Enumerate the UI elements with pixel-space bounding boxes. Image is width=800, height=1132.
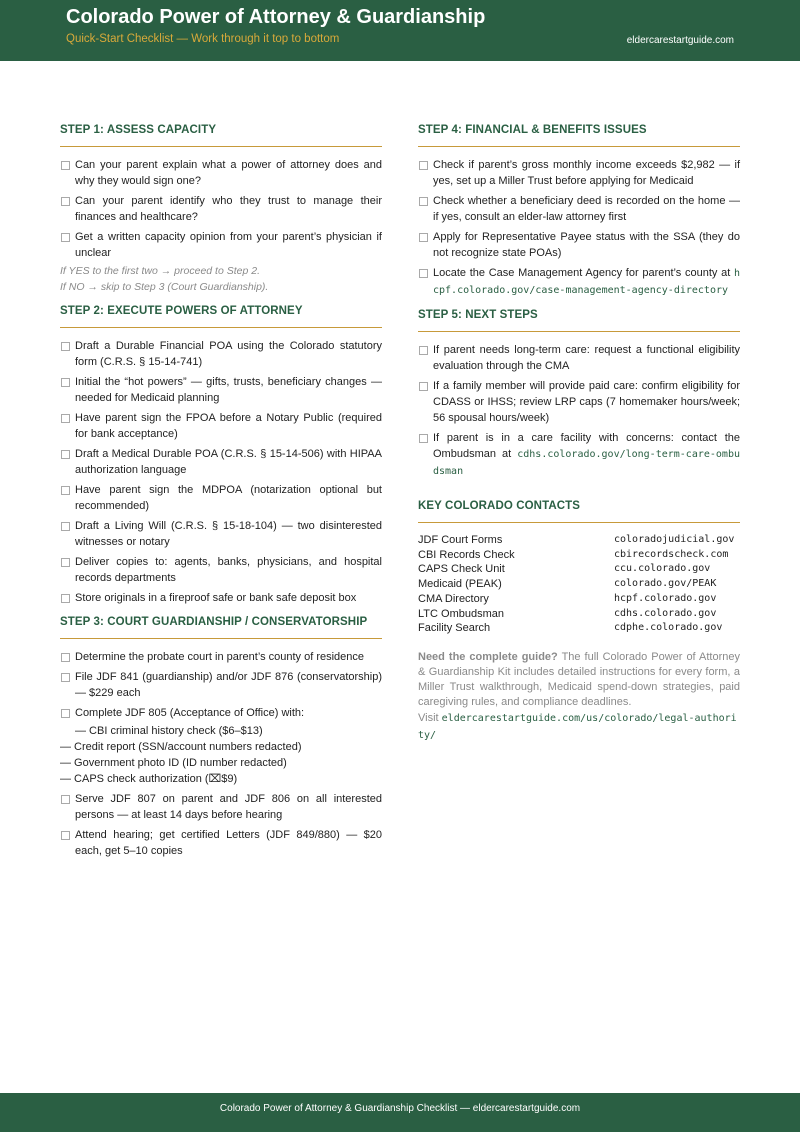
checkbox[interactable] [61,378,70,387]
checkbox[interactable] [61,342,70,351]
contact-link[interactable]: hcpf.colorado.gov [614,592,717,604]
promo-lead: Need the complete guide? [418,650,558,663]
page-subtitle: Quick-Start Checklist — Work through it top to bottom [66,33,340,45]
step-1-title: STEP 1: ASSESS CAPACITY [60,124,382,147]
checkbox[interactable] [419,269,428,278]
sub-item: — Credit report (SSN/account numbers redacted) [60,741,302,753]
step-2-checklist [60,338,382,606]
checklist-item: Draft a Durable Financial POA using the Colorado statutory form (C.R.S. § 15-14-741) [60,338,382,370]
checklist-item: If parent is in a care facility with concerns: contact the Ombudsman at cdhs.colorado.gov/long-term-care-ombudsman [418,430,740,480]
step-1-section [60,124,382,295]
checklist-item: Apply for Representative Payee status with the SSA (they do not recognize state POAs) [418,229,740,261]
table-row: Facility Search cdphe.colorado.gov [418,621,740,636]
step-4-title: STEP 4: FINANCIAL & BENEFITS ISSUES [418,124,740,147]
checkbox[interactable] [419,382,428,391]
table-row: CBI Records Check cbirecordscheck.com [418,548,740,563]
cma-directory-link[interactable]: hcpf.colorado.gov/case-management-agency-directory [433,268,740,296]
checklist-item: Have parent sign the FPOA before a Notary Public (required for bank acceptance) [60,410,382,442]
ombudsman-link[interactable]: cdhs.colorado.gov/long-term-care-ombudsman [433,449,740,477]
step-3-subitems [60,723,382,787]
step-4-checklist [418,157,740,299]
checkbox[interactable] [61,233,70,242]
checkbox[interactable] [61,831,70,840]
contacts-title: KEY COLORADO CONTACTS [418,500,740,523]
checkbox[interactable] [61,414,70,423]
step-5-checklist [418,342,740,480]
checklist-item: If a family member will provide paid care: confirm eligibility for CDASS or IHSS; review LRP caps (7 homemaker hours/week; 56 spousal hours/week) [418,378,740,426]
page-title: Colorado Power of Attorney & Guardianship [66,6,486,28]
step-4-section [418,124,740,299]
checkbox[interactable] [61,450,70,459]
checklist-item: Store originals in a fireproof safe or bank safe deposit box [60,590,382,606]
checklist-item: Serve JDF 807 on parent and JDF 806 on all interested persons — at least 14 days before hearing [60,791,382,823]
checklist-item: Check if parent’s gross monthly income exceeds $2,982 — if yes, set up a Miller Trust before applying for Medicaid [418,157,740,189]
contact-link[interactable]: cbirecordscheck.com [614,548,729,560]
contacts-section [418,500,740,636]
checkbox[interactable] [419,346,428,355]
table-row: Medicaid (PEAK) colorado.gov/PEAK [418,577,740,592]
contact-link[interactable]: coloradojudicial.gov [614,534,735,545]
checklist-item: Initial the “hot powers” — gifts, trusts, beneficiary changes — needed for Medicaid planning [60,374,382,406]
checklist-item: Draft a Living Will (C.R.S. § 15-18-104) — two disinterested witnesses or notary [60,518,382,550]
checklist-item: Check whether a beneficiary deed is recorded on the home — if yes, consult an elder-law attorney first [418,193,740,225]
sub-item: — CAPS check authorization (⌧$9) [60,773,238,785]
table-row: CMA Directory hcpf.colorado.gov [418,592,740,607]
checkbox[interactable] [419,233,428,242]
checkbox[interactable] [61,594,70,603]
checkbox[interactable] [61,197,70,206]
step-1-decision-note: If YES to the first two → proceed to Step 2. If NO → skip to Step 3 (Court Guardianship). [60,265,269,293]
guide-link[interactable]: eldercarestartguide.com/us/colorado/legal-authority/ [418,712,737,741]
checklist-item: Draft a Medical Durable POA (C.R.S. § 15-14-506) with HIPAA authorization language [60,446,382,478]
footer-text: Colorado Power of Attorney & Guardianship Checklist — eldercarestartguide.com [219,1103,581,1114]
table-row: CAPS Check Unit ccu.colorado.gov [418,562,740,577]
visit-line: Visit eldercarestartguide.com/us/colorado/legal-authority/ [418,711,737,741]
checklist-item: Attend hearing; get certified Letters (JDF 849/880) — $20 each, get 5–10 copies [60,827,382,859]
checklist-item: Locate the Case Management Agency for parent’s county at hcpf.colorado.gov/case-management-agency-directory [418,265,740,299]
checkbox[interactable] [61,161,70,170]
checkbox[interactable] [61,653,70,662]
page-footer [0,1093,800,1132]
contacts-table [418,533,740,636]
table-row: LTC Ombudsman cdhs.colorado.gov [418,607,740,622]
checklist-item: Can your parent identify who they trust to manage their finances and healthcare? [60,193,382,225]
step-5-section [418,309,740,480]
step-3-checklist [60,649,382,721]
checklist-item: Have parent sign the MDPOA (notarization optional but recommended) [60,482,382,514]
step-3-section [60,616,382,859]
checkbox[interactable] [61,673,70,682]
contact-link[interactable]: colorado.gov/PEAK [614,578,717,590]
header-site-link[interactable]: eldercarestartguide.com [626,35,734,46]
step-2-section [60,305,382,606]
checkbox[interactable] [61,795,70,804]
checklist-item: File JDF 841 (guardianship) and/or JDF 876 (conservatorship) — $229 each [60,669,382,701]
promo-block [418,650,740,710]
step-2-title: STEP 2: EXECUTE POWERS OF ATTORNEY [60,305,382,328]
checkbox[interactable] [419,434,428,443]
checklist-item: Get a written capacity opinion from your parent’s physician if unclear [60,229,382,261]
checklist-item: If parent needs long-term care: request a functional eligibility evaluation through the CMA [418,342,740,374]
checkbox[interactable] [61,522,70,531]
step-1-checklist [60,157,382,261]
checkbox[interactable] [61,558,70,567]
right-column [418,124,740,744]
checklist-item: Determine the probate court in parent’s county of residence [60,649,382,665]
page-header [0,0,800,61]
checkbox[interactable] [419,161,428,170]
checkbox[interactable] [61,709,70,718]
step-3-title: STEP 3: COURT GUARDIANSHIP / CONSERVATORSHIP [60,616,382,639]
checkbox[interactable] [419,197,428,206]
contact-link[interactable]: cdhs.colorado.gov [614,607,717,619]
checkbox[interactable] [61,486,70,495]
contact-link[interactable]: cdphe.colorado.gov [614,622,723,634]
promo-body: The full Colorado Power of Attorney & Guardianship Kit includes detailed instructions for every form, a Miller Trust walkthrough, Medicaid spend-down strategies, paid caregiving rules, and compliance deadlines. [418,650,740,708]
left-column [60,124,382,869]
sub-item: — CBI criminal history check ($6–$13) [75,725,263,737]
checklist-item: Complete JDF 805 (Acceptance of Office) with: [60,705,382,721]
checklist-item: Deliver copies to: agents, banks, physicians, and hospital records departments [60,554,382,586]
table-row: JDF Court Forms coloradojudicial.gov [418,533,740,548]
sub-item: — Government photo ID (ID number redacted) [60,757,287,769]
step-5-title: STEP 5: NEXT STEPS [418,309,740,332]
contact-link[interactable]: ccu.colorado.gov [614,563,711,575]
step-3-checklist-continued [60,791,382,859]
checklist-item: Can your parent explain what a power of attorney does and why they would sign one? [60,157,382,189]
